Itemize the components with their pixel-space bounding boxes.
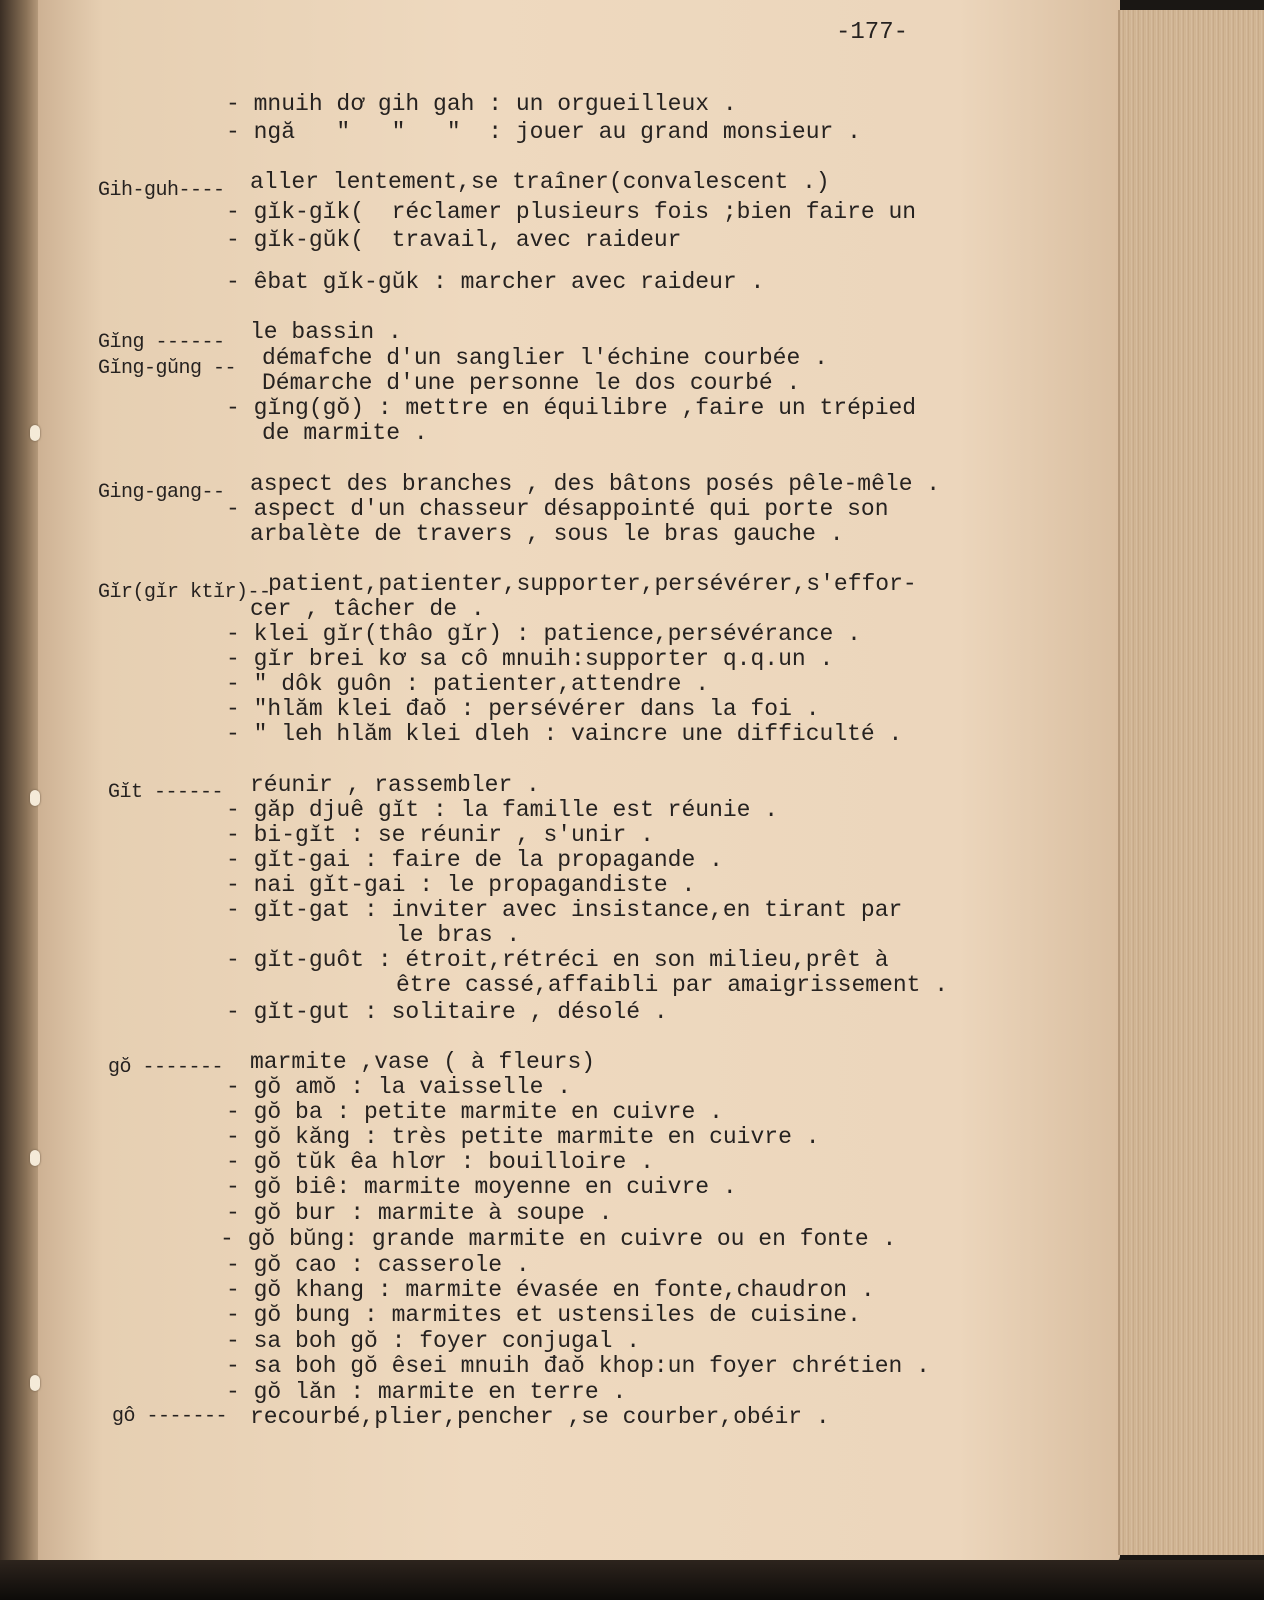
text-line: - gĭt-gat : inviter avec insistance,en tirant par — [226, 897, 903, 923]
text-line: - gŏ tŭk êa hlơr : bouilloire . — [226, 1149, 654, 1175]
text-line: de marmite . — [262, 420, 428, 446]
headword: Gĭng ------ — [98, 331, 225, 354]
binding-hole — [30, 1375, 40, 1391]
text-line: - ngă " " " : jouer au grand monsieur . — [226, 119, 861, 145]
text-line: - klei gĭr(thâo gĭr) : patience,persévérance . — [226, 621, 861, 647]
text-line: être cassé,affaibli par amaigrissement . — [396, 972, 949, 998]
text-line: - bi-gĭt : se réunir , s'unir . — [226, 822, 654, 848]
text-line: - gŏ amŏ : la vaisselle . — [226, 1074, 572, 1100]
text-line: - gŏ cao : casserole . — [226, 1252, 530, 1278]
text-line: - nai gĭt-gai : le propagandiste . — [226, 872, 696, 898]
text-line: - găp djuê gĭt : la famille est réunie . — [226, 797, 779, 823]
page-edges — [1118, 10, 1264, 1555]
binding-hole — [30, 425, 40, 441]
text-line: marmite ,vase ( à fleurs) — [250, 1049, 596, 1075]
text-line: Démarche d'une personne le dos courbé . — [262, 370, 801, 396]
text-line: - gŏ lăn : marmite en terre . — [226, 1379, 627, 1405]
text-line: - gŏ bung : marmites et ustensiles de cuisine. — [226, 1302, 861, 1328]
headword: gŏ ------- — [108, 1056, 224, 1079]
text-line: - gŏ khang : marmite évasée en fonte,chaudron . — [226, 1277, 875, 1303]
text-line: - gĭt-gut : solitaire , désolé . — [226, 999, 668, 1025]
text-line: - gŏ bŭng: grande marmite en cuivre ou en fonte . — [220, 1226, 897, 1252]
text-line: - gŏ ba : petite marmite en cuivre . — [226, 1099, 723, 1125]
text-line: - gĭk-gŭk( travail, avec raideur — [226, 227, 682, 253]
headword: Ging-gang-- — [98, 481, 225, 504]
text-line: aspect des branches , des bâtons posés pêle-mêle . — [250, 471, 941, 497]
headword: Gih-guh---- — [98, 179, 225, 202]
headword: Gĭr(gĭr ktĭr)-- — [98, 581, 271, 604]
text-line: - sa boh gŏ : foyer conjugal . — [226, 1328, 641, 1354]
text-line: - gŏ bur : marmite à soupe . — [226, 1200, 613, 1226]
text-line: recourbé,plier,pencher ,se courber,obéir . — [250, 1404, 830, 1430]
page-number: -177- — [836, 19, 909, 46]
text-line: patient,patienter,supporter,persévérer,s'effor- — [268, 571, 917, 597]
text-line: - gĭt-guôt : étroit,rétréci en son milieu,prêt à — [226, 947, 889, 973]
text-line: - " leh hlăm klei dleh : vaincre une difficulté . — [226, 721, 903, 747]
text-line: - aspect d'un chasseur désappointé qui porte son — [226, 496, 889, 522]
text-line: - " dôk guôn : patienter,attendre . — [226, 671, 710, 697]
text-line: - gĭr brei kơ sa cô mnuih:supporter q.q.un . — [226, 646, 834, 672]
text-line: cer , tâcher de . — [250, 596, 485, 622]
headword: gô ------- — [112, 1405, 228, 1428]
text-line: réunir , rassembler . — [250, 772, 540, 798]
text-line: - "hlăm klei đaŏ : persévérer dans la foi . — [226, 696, 820, 722]
text-line: - gŏ kăng : très petite marmite en cuivre . — [226, 1124, 820, 1150]
text-line: - sa boh gŏ êsei mnuih đaŏ khop:un foyer chrétien . — [226, 1353, 930, 1379]
text-line: le bassin . — [250, 319, 402, 345]
binding-hole — [30, 790, 40, 806]
text-line: - gĭk-gĭk( réclamer plusieurs fois ;bien faire un — [226, 199, 917, 225]
text-line: démafche d'un sanglier l'échine courbée . — [262, 345, 828, 371]
headword: Gĭng-gŭng -- — [98, 357, 237, 380]
bottom-shadow — [0, 1560, 1264, 1600]
text-line: aller lentement,se traîner(convalescent .) — [250, 169, 830, 195]
text-line: - gŏ biê: marmite moyenne en cuivre . — [226, 1174, 737, 1200]
headword: Gĭt ------ — [108, 781, 224, 804]
text-line: le bras . — [396, 922, 521, 948]
text-line: arbalète de travers , sous le bras gauche . — [250, 521, 844, 547]
text-line: - êbat gĭk-gŭk : marcher avec raideur . — [226, 269, 765, 295]
binding-hole — [30, 1150, 40, 1166]
text-line: - gĭng(gŏ) : mettre en équilibre ,faire un trépied — [226, 395, 917, 421]
text-line: - mnuih dơ gih gah : un orgueilleux . — [226, 91, 737, 117]
text-line: - gĭt-gai : faire de la propagande . — [226, 847, 723, 873]
